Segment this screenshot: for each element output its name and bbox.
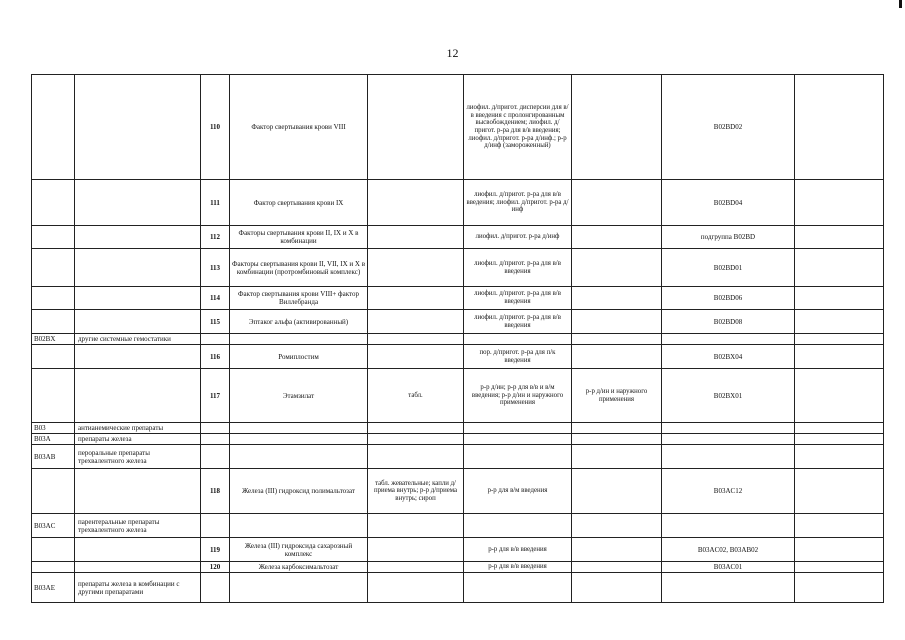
cell-oral-form <box>368 345 464 369</box>
drug-table-body <box>32 75 884 603</box>
cell-atc-code <box>662 423 795 434</box>
cell-row-number: 113 <box>201 249 230 287</box>
cell-atc-code: B02BD08 <box>662 310 795 334</box>
cell-atc-group-code <box>32 310 75 334</box>
cell-oral-form <box>368 434 464 445</box>
table-row <box>32 310 884 334</box>
cell-other-form <box>572 75 662 180</box>
cell-oral-form <box>368 538 464 562</box>
table-row <box>32 345 884 369</box>
cell-other-form <box>572 469 662 514</box>
cell-other-form <box>572 334 662 345</box>
cell-injection-form: лиофил. д/пригот. р-ра для в/в введения; лиофил. д/пригот. р-ра д/инф <box>464 180 572 226</box>
cell-other-form <box>572 249 662 287</box>
cell-oral-form <box>368 423 464 434</box>
cell-injection-form <box>464 423 572 434</box>
cell-group-name <box>75 226 201 249</box>
table-row <box>32 369 884 423</box>
cell-injection-form <box>464 573 572 603</box>
cell-injection-form <box>464 514 572 538</box>
cell-oral-form <box>368 334 464 345</box>
table-row <box>32 226 884 249</box>
cell-other-form: р-р д/ин и наружного применения <box>572 369 662 423</box>
cell-note <box>795 573 884 603</box>
cell-atc-code: B02BD02 <box>662 75 795 180</box>
table-row <box>32 562 884 573</box>
cell-note <box>795 469 884 514</box>
cell-row-number: 120 <box>201 562 230 573</box>
cell-atc-group-code <box>32 287 75 310</box>
cell-row-number: 114 <box>201 287 230 310</box>
cell-note <box>795 434 884 445</box>
cell-group-name <box>75 469 201 514</box>
cell-atc-code: подгруппа B02BD <box>662 226 795 249</box>
cell-group-name <box>75 249 201 287</box>
cell-atc-code: B02BD06 <box>662 287 795 310</box>
cell-oral-form <box>368 249 464 287</box>
cell-row-number: 116 <box>201 345 230 369</box>
page-number: 12 <box>446 46 459 60</box>
table-row <box>32 75 884 180</box>
cell-oral-form <box>368 514 464 538</box>
cell-atc-group-code: B03AC <box>32 514 75 538</box>
cell-atc-group-code <box>32 369 75 423</box>
cell-atc-group-code <box>32 226 75 249</box>
cell-drug-name: Фактор свертывания крови VIII <box>230 75 368 180</box>
cell-oral-form: табл. <box>368 369 464 423</box>
cell-other-form <box>572 345 662 369</box>
cell-note <box>795 562 884 573</box>
cell-drug-name <box>230 445 368 469</box>
cell-injection-form: р-р д/ин; р-р для в/в и в/м введения; р-р д/ин и наружного применения <box>464 369 572 423</box>
table-row <box>32 180 884 226</box>
cell-drug-name: Фактор свертывания крови VIII+ фактор Виллебранда <box>230 287 368 310</box>
cell-drug-name <box>230 334 368 345</box>
cell-group-name: парентеральные препараты трехвалентного железа <box>75 514 201 538</box>
cell-drug-name: Этамзилат <box>230 369 368 423</box>
cell-atc-group-code: B03A <box>32 434 75 445</box>
cell-row-number: 112 <box>201 226 230 249</box>
cell-other-form <box>572 310 662 334</box>
cell-drug-name: Факторы свертывания крови II, VII, IX и X в комбинации (протромбиновый комплекс) <box>230 249 368 287</box>
table-row <box>32 334 884 345</box>
cell-atc-group-code: B03AB <box>32 445 75 469</box>
cell-atc-code <box>662 434 795 445</box>
cell-injection-form: лиофил. д/пригот. р-ра для в/в введения <box>464 310 572 334</box>
cell-group-name <box>75 345 201 369</box>
cell-injection-form <box>464 434 572 445</box>
cell-oral-form <box>368 562 464 573</box>
table-row <box>32 573 884 603</box>
cell-other-form <box>572 514 662 538</box>
cell-oral-form <box>368 180 464 226</box>
cell-other-form <box>572 445 662 469</box>
cell-drug-name: Ромиплостим <box>230 345 368 369</box>
table-row <box>32 538 884 562</box>
cell-drug-name: Железа карбоксимальтозат <box>230 562 368 573</box>
cell-other-form <box>572 226 662 249</box>
cell-injection-form: пор. д/пригот. р-ра для п/к введения <box>464 345 572 369</box>
cell-group-name: препараты железа <box>75 434 201 445</box>
cell-injection-form: р-р для в/в введения <box>464 562 572 573</box>
cell-atc-code: B02BD04 <box>662 180 795 226</box>
cell-row-number <box>201 573 230 603</box>
cell-atc-group-code <box>32 75 75 180</box>
cell-group-name <box>75 538 201 562</box>
table-row <box>32 445 884 469</box>
cell-injection-form: лиофил. д/пригот. р-ра для в/в введения <box>464 249 572 287</box>
cell-note <box>795 538 884 562</box>
cell-row-number <box>201 434 230 445</box>
cell-other-form <box>572 423 662 434</box>
cell-oral-form: табл. жевательные; капли д/приема внутрь; р-р д/приема внутрь; сироп <box>368 469 464 514</box>
cell-atc-group-code <box>32 538 75 562</box>
cell-note <box>795 226 884 249</box>
cell-oral-form <box>368 226 464 249</box>
cell-atc-group-code <box>32 249 75 287</box>
cell-injection-form: лиофил. д/пригот. р-ра для в/в введения <box>464 287 572 310</box>
cell-drug-name <box>230 434 368 445</box>
cell-atc-code <box>662 445 795 469</box>
cell-other-form <box>572 434 662 445</box>
cell-other-form <box>572 573 662 603</box>
cell-atc-code: B03AC12 <box>662 469 795 514</box>
table-row <box>32 469 884 514</box>
cell-note <box>795 249 884 287</box>
table-row <box>32 434 884 445</box>
cell-other-form <box>572 562 662 573</box>
cell-drug-name <box>230 514 368 538</box>
table-row <box>32 249 884 287</box>
cell-atc-code <box>662 514 795 538</box>
cell-oral-form <box>368 445 464 469</box>
table-row <box>32 287 884 310</box>
cell-atc-code: B02BD01 <box>662 249 795 287</box>
cell-atc-group-code <box>32 562 75 573</box>
cell-drug-name: Эптаког альфа (активированный) <box>230 310 368 334</box>
cell-note <box>795 180 884 226</box>
cell-drug-name: Железа (III) гидроксида сахарозный комплекс <box>230 538 368 562</box>
cell-injection-form <box>464 334 572 345</box>
cell-atc-group-code <box>32 180 75 226</box>
cell-note <box>795 445 884 469</box>
cell-note <box>795 310 884 334</box>
cell-atc-code: B03AC02, B03AB02 <box>662 538 795 562</box>
drug-table-wrap <box>31 74 884 603</box>
drug-table <box>31 74 884 603</box>
cell-atc-group-code: B02BX <box>32 334 75 345</box>
cell-note <box>795 334 884 345</box>
cell-atc-code: B02BX04 <box>662 345 795 369</box>
cell-oral-form <box>368 310 464 334</box>
cell-note <box>795 287 884 310</box>
cell-note <box>795 75 884 180</box>
cell-row-number <box>201 334 230 345</box>
cell-drug-name: Железа (III) гидроксид полимальтозат <box>230 469 368 514</box>
cell-group-name: другие системные гемостатики <box>75 334 201 345</box>
cell-group-name <box>75 310 201 334</box>
cell-note <box>795 423 884 434</box>
cell-atc-code <box>662 334 795 345</box>
cell-atc-code: B02BX01 <box>662 369 795 423</box>
table-row <box>32 514 884 538</box>
cell-note <box>795 345 884 369</box>
table-row <box>32 423 884 434</box>
cell-oral-form <box>368 573 464 603</box>
cell-injection-form: р-р для в/в введения <box>464 538 572 562</box>
cell-other-form <box>572 538 662 562</box>
cell-row-number <box>201 514 230 538</box>
cell-group-name: пероральные препараты трехвалентного железа <box>75 445 201 469</box>
cell-group-name <box>75 180 201 226</box>
cell-row-number <box>201 445 230 469</box>
cell-other-form <box>572 287 662 310</box>
cell-group-name <box>75 369 201 423</box>
cell-other-form <box>572 180 662 226</box>
cell-atc-group-code <box>32 469 75 514</box>
cell-injection-form: р-р для в/м введения <box>464 469 572 514</box>
cell-oral-form <box>368 287 464 310</box>
cell-injection-form <box>464 445 572 469</box>
cell-row-number: 115 <box>201 310 230 334</box>
cell-group-name: антианемические препараты <box>75 423 201 434</box>
cell-atc-group-code: B03 <box>32 423 75 434</box>
cell-row-number <box>201 423 230 434</box>
cell-oral-form <box>368 75 464 180</box>
cell-injection-form: лиофил. д/пригот. дисперсии для в/в введения с пролонгированным высвобождением; лиофил. д/пригот. р-ра для в/в введения; лиофил. д/пригот. р-ра д/инф.; р-р д/инф (замороженный) <box>464 75 572 180</box>
cell-atc-code: B03AC01 <box>662 562 795 573</box>
cell-atc-group-code <box>32 345 75 369</box>
cell-row-number: 117 <box>201 369 230 423</box>
cell-group-name: препараты железа в комбинации с другими препаратами <box>75 573 201 603</box>
cell-group-name <box>75 287 201 310</box>
cell-group-name <box>75 75 201 180</box>
cell-group-name <box>75 562 201 573</box>
cell-drug-name: Фактор свертывания крови IX <box>230 180 368 226</box>
cell-note <box>795 369 884 423</box>
cell-note <box>795 514 884 538</box>
cell-injection-form: лиофил. д/пригот. р-ра д/инф <box>464 226 572 249</box>
cell-drug-name: Факторы свертывания крови II, IX и X в комбинации <box>230 226 368 249</box>
cell-row-number: 119 <box>201 538 230 562</box>
cell-drug-name <box>230 423 368 434</box>
cell-atc-code <box>662 573 795 603</box>
cell-atc-group-code: B03AE <box>32 573 75 603</box>
cell-row-number: 111 <box>201 180 230 226</box>
corner-mark <box>899 0 902 8</box>
cell-row-number: 110 <box>201 75 230 180</box>
cell-row-number: 118 <box>201 469 230 514</box>
cell-drug-name <box>230 573 368 603</box>
